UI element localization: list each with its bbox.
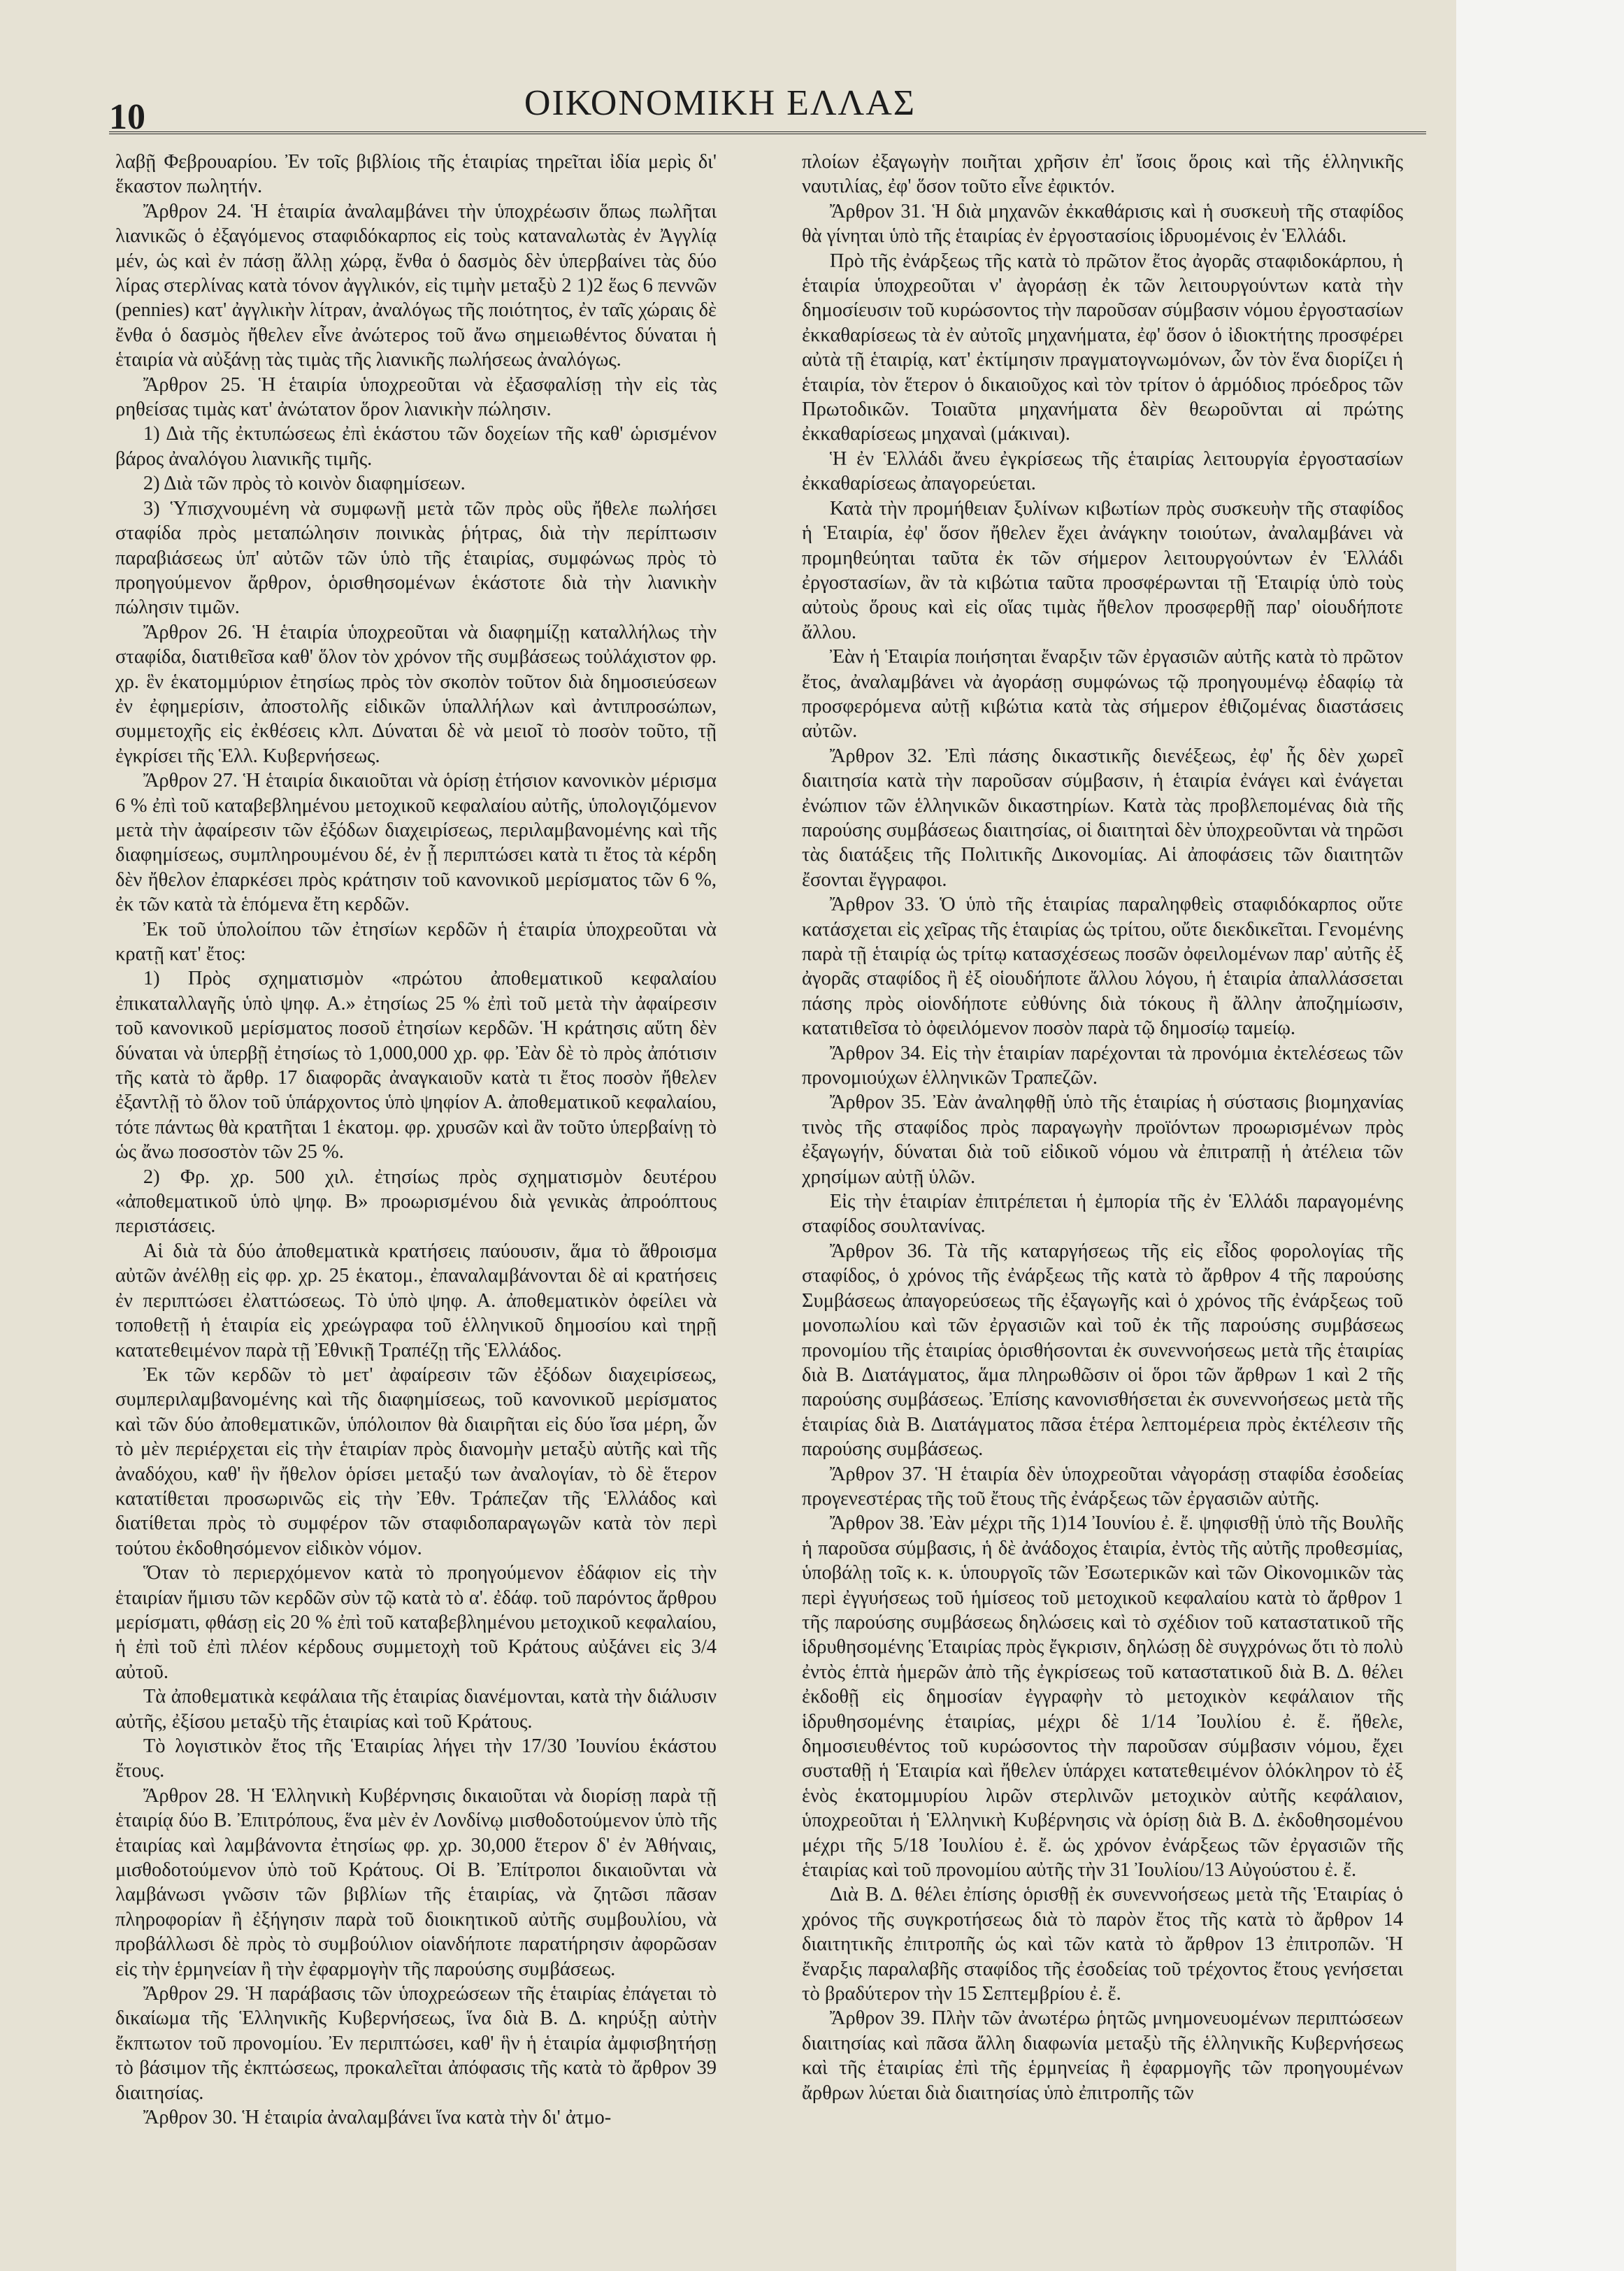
paragraph: πλοίων ἐξαγωγὴν ποιῆται χρῆσιν ἐπ' ἴσοις ὅροις καὶ τῆς ἑλληνικῆς ναυτιλίας, ἐφ' ὅσον τοῦτο εἶνε ἐφικτόν. bbox=[802, 151, 1403, 198]
paragraph-article-38: Ἄρθρον 38. Ἐὰν μέχρι τῆς 1)14 Ἰουνίου ἐ. ἔ. ψηφισθῇ ὑπὸ τῆς Βουλῆς ἡ παροῦσα σύμβασις, ἡ δὲ ἀνάδοχος ἑταιρία, ἐντὸς τῆς αὐτῆς προθεσμίας, ὑποβάλῃ τοῖς κ. κ. ὑπουργοῖς τῶν Ἐσωτερικῶν καὶ τῶν Οἰκονομικῶν τὰς περὶ ἐγγυήσεως τοῦ ἡμίσεος τοῦ μετοχικοῦ κεφαλαίου κατὰ τὸ ἄρθρον 1 τῆς παρούσης συμβάσεως δηλώσεις καὶ τὸ σχέδιον τοῦ καταστατικοῦ τῆς ἱδρυθησομένης Ἑταιρίας πρὸς ἔγκρισιν, δηλώσῃ δὲ συγχρόνως ὅτι τὸ πολὺ ἐντὸς ἑπτὰ ἡμερῶν ἀπὸ τῆς ἐγκρίσεως τοῦ καταστατικοῦ διὰ Β. Δ. θέλει ἐκδοθῇ εἰς δημοσίαν ἐγγραφὴν τὸ μετοχικὸν κεφάλαιον τῆς ἱδρυθησομένης ἑταιρίας, μέχρι δὲ 1/14 Ἰουλίου ἐ. ἔ. ἤθελε, δημοσιευθέντος τοῦ κυρώσοντος τὴν παροῦσαν σύμβασιν νόμου, ἔχει συσταθῇ ἡ Ἑταιρία καὶ ἤθελεν ὑπάρχει κατατεθειμένον ὁλόκληρον τὸ ἐξ ἑνὸς ἑκατομμυρίου λιρῶν στερλινῶν μετοχικὸν αὐτῆς κεφάλαιον, ὑποχρεοῦται ἡ Ἑλληνικὴ Κυβέρνησις νὰ ὁρίσῃ διὰ Β. Δ. ἐκδοθησομένου μέχρι τῆς 5/18 Ἰουλίου ἐ. ἔ. ὡς χρόνον ἐνάρξεως τῶν ἐργασιῶν τῆς ἑταιρίας καὶ τοῦ προνομίου αὐτῆς τὴν 31 Ἰουλίου/13 Αὐγούστου ἐ. ἔ. bbox=[802, 1512, 1403, 1882]
running-head-title: ΟΙΚΟΝΟΜΙΚΗ ΕΛΛΑΣ bbox=[524, 83, 917, 123]
paragraph-article-28: Ἄρθρον 28. Ἡ Ἑλληνικὴ Κυβέρνησις δικαιοῦται νὰ διορίσῃ παρὰ τῇ ἑταιρίᾳ δύο Β. Ἐπιτρόπους, ἕνα μὲν ἐν Λονδίνῳ μισθοδοτούμενον ὑπὸ τῆς ἑταιρίας καὶ λαμβάνοντα ἐτησίως φρ. χρ. 30,000 ἕτερον δ' ἐν Ἀθήναις, μισθοδοτούμενον ὑπὸ τοῦ Κράτους. Οἱ Β. Ἐπίτροποι δικαιοῦνται νὰ λαμβάνωσι γνῶσιν τῶν βιβλίων τῆς ἑταιρίας, νὰ ζητῶσι πᾶσαν πληροφορίαν ἢ ἐξήγησιν παρὰ τοῦ διοικητικοῦ αὐτῆς συμβουλίου, νὰ προβάλλωσι δὲ πρὸς τὸ συμβούλιον οἱανδήποτε παρατήρησιν ἀφορῶσαν εἰς τὴν ἑρμηνείαν ἢ τὴν ἐφαρμογὴν τῆς παρούσης συμβάσεως. bbox=[115, 1784, 717, 1980]
paragraph-article-39: Ἄρθρον 39. Πλὴν τῶν ἀνωτέρω ῥητῶς μνημονευομένων περιπτώσεων διαιτησίας καὶ πᾶσα ἄλλη διαφωνία μεταξὺ τῆς ἑλληνικῆς Κυβερνήσεως καὶ τῆς ἑταιρίας ἐπὶ τῆς ἑρμηνείας ἢ ἐφαρμογῆς τῶν προηγουμένων ἄρθρων λύεται διὰ διαιτησίας ὑπὸ ἐπιτροπῆς τῶν bbox=[802, 2007, 1403, 2104]
paragraph-article-34: Ἄρθρον 34. Εἰς τὴν ἑταιρίαν παρέχονται τὰ προνόμια ἐκτελέσεως τῶν προνομιούχων ἑλληνικῶν Τραπεζῶν. bbox=[802, 1042, 1403, 1089]
paragraph: Ἐκ τῶν κερδῶν τὸ μετ' ἀφαίρεσιν τῶν ἐξόδων διαχειρίσεως, συμπεριλαμβανομένης καὶ τῆς διαφημίσεως, τοῦ κανονικοῦ μερίσματος καὶ τῶν δύο ἀποθεματικῶν, ὑπόλοιπον θὰ διαιρῆται εἰς δύο ἴσα μέρη, ὧν τὸ μὲν περιέρχεται εἰς τὴν ἑταιρίαν πρὸς διανομὴν μεταξὺ αὐτῆς καὶ τῆς ἀναδόχου, καθ' ἣν ἤθελον ὁρίσει μεταξύ των ἀναλογίαν, τὸ δὲ ἕτερον κατατίθεται προσωρινῶς εἰς τὴν Ἐθν. Τράπεζαν τῆς Ἑλλάδος καὶ διατίθεται πρὸς τὸ συμφέρον τῶν σταφιδοπαραγωγῶν κατὰ τὸν περὶ τούτου ἐκδοθησόμενον εἰδικὸν νόμον. bbox=[115, 1363, 717, 1559]
paragraph: Ἡ ἐν Ἑλλάδι ἄνευ ἐγκρίσεως τῆς ἑταιρίας λειτουργία ἐργοστασίων ἐκκαθαρίσεως ἀπαγορεύεται. bbox=[802, 447, 1403, 495]
header-rule bbox=[109, 131, 1426, 134]
paragraph-article-30: Ἄρθρον 30. Ἡ ἑταιρία ἀναλαμβάνει ἵνα κατὰ τὴν δι' ἀτμο- bbox=[143, 2107, 612, 2129]
paragraph-article-27: Ἄρθρον 27. Ἡ ἑταιρία δικαιοῦται νὰ ὁρίσῃ ἐτήσιον κανονικὸν μέρισμα 6 % ἐπὶ τοῦ καταβεβλημένου μετοχικοῦ κεφαλαίου αὐτῆς, ὑπολογιζόμενον μετὰ τὴν ἀφαίρεσιν τῶν ἐξόδων διαχειρίσεως, περιλαμβανομένης καὶ τῆς διαφημίσεως, συμπληρουμένου δέ, ἐν ᾗ περιπτώσει κατὰ τι ἔτος τὰ κέρδη δὲν ἤθελον ἐπαρκέσει πρὸς κράτησιν τοῦ κανονικοῦ μερίσματος τῶν 6 %, ἐκ τῶν κατὰ τὰ ἑπόμενα ἔτη κερδῶν. bbox=[115, 770, 717, 916]
page-number: 10 bbox=[109, 97, 145, 137]
paragraph-article-24: Ἄρθρον 24. Ἡ ἑταιρία ἀναλαμβάνει τὴν ὑποχρέωσιν ὅπως πωλῆται λιανικῶς ὁ ἐξαγόμενος σταφιδόκαρπος εἰς τοὺς καταναλωτὰς ἐν Ἀγγλίᾳ μέν, ὡς καὶ ἐν πάσῃ ἄλλῃ χώρᾳ, ἔνθα ὁ δασμὸς δὲν ὑπερβαίνει τὰς δύο λίρας στερλίνας κατὰ τόνον ἀγγλικόν, εἰς τιμὴν μεταξὺ 2 1)2 ἕως 6 πεννῶν (pennies) κατ' ἀγγλικὴν λίτραν, ἀναλόγως τῆς ποιότητος, ἐν ταῖς χώραις δὲ ἔνθα ὁ δασμὸς ἤθελεν εἶνε ἀνώτερος τοῦ ἄνω σημειωθέντος δύναται ἡ ἑταιρία νὰ αὐξάνῃ τὰς τιμὰς τῆς λιανικῆς πωλήσεως ἀναλόγως. bbox=[115, 200, 717, 371]
paragraph: Ὅταν τὸ περιερχόμενον κατὰ τὸ προηγούμενον ἐδάφιον εἰς τὴν ἑταιρίαν ἥμισυ τῶν κερδῶν σὺν τῷ κατὰ τὸ α'. ἐδάφ. τοῦ παρόντος ἄρθρου μερίσματι, φθάσῃ εἰς 20 % ἐπὶ τοῦ καταβεβλημένου μετοχικοῦ κεφαλαίου, ἡ ἐπὶ τοῦ ἐπὶ πλέον κέρδους συμμετοχὴ τοῦ Κράτους αὐξάνει εἰς 3/4 αὐτοῦ. bbox=[115, 1562, 717, 1683]
paragraph: Εἰς τὴν ἑταιρίαν ἐπιτρέπεται ἡ ἐμπορία τῆς ἐν Ἑλλάδι παραγομένης σταφίδος σουλτανίνας. bbox=[802, 1191, 1403, 1238]
paragraph: Κατὰ τὴν προμήθειαν ξυλίνων κιβωτίων πρὸς συσκευὴν τῆς σταφίδος ἡ Ἑταιρία, ἐφ' ὅσον ἤθελεν ἔχει ἀνάγκην τοιούτων, ἀναλαμβάνει νὰ προμηθεύηται ταῦτα ἐκ τῶν σήμερον λειτουργούντων ἐν Ἑλλάδι ἐργοστασίων, ἂν τὰ κιβώτια ταῦτα προσφέρωνται τῇ Ἑταιρίᾳ ὑπὸ τοὺς αὐτοὺς ὅρους καὶ εἰς οἵας τιμὰς ἤθελον προσφερθῇ παρ' οἱουδήποτε ἄλλου. bbox=[802, 497, 1403, 643]
left-column bbox=[115, 150, 717, 2240]
paragraph: 1) Διὰ τῆς ἐκτυπώσεως ἐπὶ ἑκάστου τῶν δοχείων τῆς καθ' ὡρισμένον βάρος ἀναλόγου λιανικῆς τιμῆς. bbox=[115, 423, 717, 470]
paragraph: Ἐκ τοῦ ὑπολοίπου τῶν ἐτησίων κερδῶν ἡ ἑταιρία ὑποχρεοῦται νὰ κρατῇ κατ' ἔτος: bbox=[115, 918, 717, 965]
paragraph-article-31: Ἄρθρον 31. Ἡ διὰ μηχανῶν ἐκκαθάρισις καὶ ἡ συσκευὴ τῆς σταφίδος θὰ γίνηται ὑπὸ τῆς ἑταιρίας ἐν ἐργοστασίοις ἱδρυομένοις ἐν Ἑλλάδι. bbox=[802, 200, 1403, 248]
paragraph: 2) Φρ. χρ. 500 χιλ. ἐτησίως πρὸς σχηματισμὸν δευτέρου «ἀποθεματικοῦ ὑπὸ ψηφ. Β» προωρισμένου διὰ γενικὰς ἀπροόπτους περιστάσεις. bbox=[115, 1166, 717, 1238]
paragraph: 1) Πρὸς σχηματισμὸν «πρώτου ἀποθεματικοῦ κεφαλαίου ἐπικαταλλαγῆς ὑπὸ ψηφ. Α.» ἐτησίως 25 % ἐπὶ τοῦ μετὰ τὴν ἀφαίρεσιν τοῦ κανονικοῦ μερίσματος ποσοῦ ἐτησίων κερδῶν. Ἡ κράτησις αὕτη δὲν δύναται νὰ ὑπερβῇ ἐτησίως τὸ 1,000,000 χρ. φρ. Ἐὰν δὲ τὸ πρὸς ἀπότισιν τῆς κατὰ τὸ ἄρθρ. 17 διαφορᾶς ἀναγκαιοῦν κατὰ τι ἔτος ποσὸν ἤθελεν ἐξαντλῇ τὸ ὅλον τοῦ ὑπάρχοντος ὑπὸ ψηφίον Α. ἀποθεματικοῦ κεφαλαίου, τότε πάντως θὰ κρατῆται 1 ἑκατομ. φρ. χρυσῶν καὶ ἂν τοῦτο ὑπερβαίνῃ τὸ ὡς ἄνω ποσοστὸν τῶν 25 %. bbox=[115, 968, 717, 1163]
paragraph: Διὰ Β. Δ. θέλει ἐπίσης ὁρισθῇ ἐκ συνεννοήσεως μετὰ τῆς Ἑταιρίας ὁ χρόνος τῆς συγκροτήσεως διὰ τὸ παρὸν ἔτος τῆς κατὰ τὸ ἄρθρον 14 διαιτητικῆς ἐπιτροπῆς ὡς καὶ τῶν κατὰ τὸ ἄρθρον 13 ἐπιτροπῶν. Ἡ ἔναρξις παραλαβῆς σταφίδος τῆς ἐσοδείας τοῦ τρέχοντος ἔτους γενήσεται τὸ βραδύτερον τὴν 15 Σεπτεμβρίου ἐ. ἔ. bbox=[802, 1884, 1403, 2005]
paragraph: 2) Διὰ τῶν πρὸς τὸ κοινὸν διαφημίσεων. bbox=[143, 473, 466, 495]
paragraph-article-29: Ἄρθρον 29. Ἡ παράβασις τῶν ὑποχρεώσεων τῆς ἑταιρίας ἐπάγεται τὸ δικαίωμα τῆς Ἑλληνικῆς Κυβερνήσεως, ἵνα διὰ Β. Δ. κηρύξῃ αὐτὴν ἔκπτωτον τοῦ προνομίου. Ἐν περιπτώσει, καθ' ἣν ἡ ἑταιρία ἀμφισβητήσῃ τὸ βάσιμον τῆς ἐκπτώσεως, προκαλεῖται ἀπόφασις τῆς κατὰ τὸ ἄρθρον 39 διαιτησίας. bbox=[115, 1983, 717, 2104]
paragraph-article-32: Ἄρθρον 32. Ἐπὶ πάσης δικαστικῆς διενέξεως, ἐφ' ἧς δὲν χωρεῖ διαιτησία κατὰ τὴν παροῦσαν σύμβασιν, ἡ ἑταιρία ἐνάγει καὶ ἐνάγεται ἐνώπιον τῶν ἑλληνικῶν δικαστηρίων. Κατὰ τὰς προβλεπομένας διὰ τῆς παρούσης συμβάσεως διαιτησίας, οἱ διαιτηταὶ δὲν ὑποχρεοῦνται νὰ τηρῶσι τὰς διατάξεις τῆς Πολιτικῆς Δικονομίας. Αἱ ἀποφάσεις τῶν διαιτητῶν ἔσονται ἔγγραφοι. bbox=[802, 745, 1403, 891]
paragraph: Ἐὰν ἡ Ἑταιρία ποιήσηται ἔναρξιν τῶν ἐργασιῶν αὐτῆς κατὰ τὸ πρῶτον ἔτος, ἀναλαμβάνει νὰ ἀγοράσῃ συμφώνως τῷ προηγουμένῳ ἐδαφίῳ τὰ προσφερόμενα αὐτῇ κιβώτια κατὰ τὰς σήμερον ἐθιζομένας διαστάσεις αὐτῶν. bbox=[802, 646, 1403, 743]
paragraph: Τὸ λογιστικὸν ἔτος τῆς Ἑταιρίας λήγει τὴν 17/30 Ἰουνίου ἑκάστου ἔτους. bbox=[115, 1735, 717, 1782]
paragraph: Τὰ ἀποθεματικὰ κεφάλαια τῆς ἑταιρίας διανέμονται, κατὰ τὴν διάλυσιν αὐτῆς, ἐξίσου μεταξὺ τῆς ἑταιρίας καὶ τοῦ Κράτους. bbox=[115, 1686, 717, 1733]
paragraph-article-33: Ἄρθρον 33. Ὁ ὑπὸ τῆς ἑταιρίας παραληφθεὶς σταφιδόκαρπος οὔτε κατάσχεται εἰς χεῖρας τῆς ἑταιρίας ὡς τρίτου, οὔτε διεκδικεῖται. Γενομένης παρὰ τῇ ἑταιρίᾳ ὡς τρίτῳ κατασχέσεως ποσῶν ὀφειλομένων παρ' αὐτῆς ἐξ ἀγορᾶς σταφίδος ἢ ἐξ οἱουδήποτε ἄλλου λόγου, ἡ ἑταιρία ἀπαλλάσσεται πάσης πρὸς οἱονδήποτε εὐθύνης διὰ τόκους ἢ ἄλλην ἀποζημίωσιν, κατατιθεῖσα τὸ ὀφειλόμενον ποσὸν παρὰ τῷ δημοσίῳ ταμείῳ. bbox=[802, 894, 1403, 1040]
paragraph-article-37: Ἄρθρον 37. Ἡ ἑταιρία δὲν ὑποχρεοῦται νἀγοράσῃ σταφίδα ἐσοδείας προγενεστέρας τῆς τοῦ ἔτους τῆς ἐνάρξεως τῶν ἐργασιῶν αὐτῆς. bbox=[802, 1463, 1403, 1510]
paragraph: λαβῇ Φεβρουαρίου. Ἐν τοῖς βιβλίοις τῆς ἑταιρίας τηρεῖται ἰδία μερὶς δι' ἕκαστον πωλητήν. bbox=[115, 151, 717, 198]
paragraph: Πρὸ τῆς ἐνάρξεως τῆς κατὰ τὸ πρῶτον ἔτος ἀγορᾶς σταφιδοκάρπου, ἡ ἑταιρία ὑποχρεοῦται ν' ἀγοράσῃ ἐκ τῶν λειτουργούντων κατὰ τὴν δημοσίευσιν τοῦ κυρώσοντος τὴν παροῦσαν σύμβασιν νόμου ἐργοστασίων ἐκκαθαρίσεως τὰ ἐν αὐτοῖς μηχανήματα, ἐφ' ὅσον ὁ ἰδιοκτήτης προσφέρει αὐτὰ τῇ ἑταιρίᾳ, κατ' ἐκτίμησιν πραγματογνωμόνων, ὧν τὸν ἕνα διορίζει ἡ ἑταιρία, τὸν ἕτερον ὁ δικαιοῦχος καὶ τὸν τρίτον ὁ ἁρμόδιος πρόεδρος τῶν Πρωτοδικῶν. Τοιαῦτα μηχανήματα δὲν θεωροῦνται αἱ πρώτης ἐκκαθαρίσεως μηχαναὶ (μάκιναι). bbox=[802, 250, 1403, 445]
paragraph: 3) Ὑπισχνουμένη νὰ συμφωνῇ μετὰ τῶν πρὸς οὓς ἤθελε πωλήσει σταφίδα πρὸς μεταπώλησιν ποινικὰς ῥήτρας, διὰ τὴν περίπτωσιν παραβιάσεως ὑπ' αὐτῶν τῶν ὑπὸ τῆς ἑταιρίας, συμφώνως πρὸς τὸ προηγούμενον ἄρθρον, ὁρισθησομένων ἑκάστοτε διὰ τὴν λιανικὴν πώλησιν τιμῶν. bbox=[115, 497, 717, 619]
paragraph-article-36: Ἄρθρον 36. Τὰ τῆς καταργήσεως τῆς εἰς εἶδος φορολογίας τῆς σταφίδος, ὁ χρόνος τῆς ἐνάρξεως τῆς κατὰ τὸ ἄρθρον 4 τῆς παρούσης Συμβάσεως ἀπαγορεύσεως τῆς ἐξαγωγῆς καὶ ὁ χρόνος τῆς ἐνάρξεως τοῦ μονοπωλίου καὶ τῶν ἐργασιῶν καὶ τοῦ ἐκ τῆς παρούσης συμβάσεως προνομίου τῆς ἑταιρίας ὁρισθήσονται ἐκ συνεννοήσεως μετὰ τῆς ἑταιρίας διὰ Β. Διατάγματος, ἅμα πληρωθῶσιν οἱ ὅροι τῶν ἄρθρων 1 καὶ 2 τῆς παρούσης συμβάσεως. Ἐπίσης κανονισθήσεται ἐκ συνεννοήσεως μετὰ τῆς ἑταιρίας διὰ Β. Διατάγματος πᾶσα ἑτέρα λεπτομέρεια πρὸς ἐκτέλεσιν τῆς παρούσης συμβάσεως. bbox=[802, 1240, 1403, 1461]
paragraph-article-25: Ἄρθρον 25. Ἡ ἑταιρία ὑποχρεοῦται νὰ ἐξασφαλίσῃ τὴν εἰς τὰς ρηθείσας τιμὰς κατ' ἀνώτατον ὅρον λιανικὴν πώλησιν. bbox=[115, 373, 717, 421]
paragraph-article-35: Ἄρθρον 35. Ἐὰν ἀναληφθῇ ὑπὸ τῆς ἑταιρίας ἡ σύστασις βιομηχανίας τινὸς τῆς σταφίδος πρὸς παραγωγὴν προϊόντων προωρισμένων πρὸς ἐξαγωγήν, δύναται διὰ τοῦ εἰδικοῦ νόμου νὰ ἐπιτραπῇ ἡ ἀτέλεια τῶν χρησίμων αὐτῇ ὑλῶν. bbox=[802, 1091, 1403, 1188]
page-margin-strip bbox=[1456, 0, 1624, 2271]
paragraph-article-26: Ἄρθρον 26. Ἡ ἑταιρία ὑποχρεοῦται νὰ διαφημίζῃ καταλλήλως τὴν σταφίδα, διατιθεῖσα καθ' ὅλον τὸν χρόνον τῆς συμβάσεως τοὐλάχιστον φρ. χρ. ἓν ἑκατομμύριον ἐτησίως πρὸς τὸν σκοπὸν τοῦτον διὰ δημοσιεύσεων ἐν ἐφημερίσιν, ἀποστολῆς εἰδικῶν ὑπαλλήλων καὶ ἀντιπροσώπων, συμμετοχῆς εἰς ἐκθέσεις κλπ. Δύναται δὲ νὰ μειοῖ τὸ ποσὸν τοῦτο, τῇ ἐγκρίσει τῆς Ἑλλ. Κυβερνήσεως. bbox=[115, 621, 717, 767]
right-column bbox=[802, 150, 1403, 2240]
paragraph: Αἱ διὰ τὰ δύο ἀποθεματικὰ κρατήσεις παύουσιν, ἅμα τὸ ἄθροισμα αὐτῶν ἀνέλθῃ εἰς φρ. χρ. 25 ἑκατομ., ἐπαναλαμβάνονται δὲ αἱ κρατήσεις ἐν περιπτώσει ἐλαττώσεως. Τὸ ὑπὸ ψηφ. Α. ἀποθεματικὸν ὀφείλει νὰ τοποθετῇ ἡ ἑταιρία εἰς χρεώγραφα τοῦ ἑλληνικοῦ δημοσίου καὶ τηρῇ κατατεθειμένον παρὰ τῇ Ἐθνικῇ Τραπέζῃ τῆς Ἑλλάδος. bbox=[115, 1240, 717, 1361]
